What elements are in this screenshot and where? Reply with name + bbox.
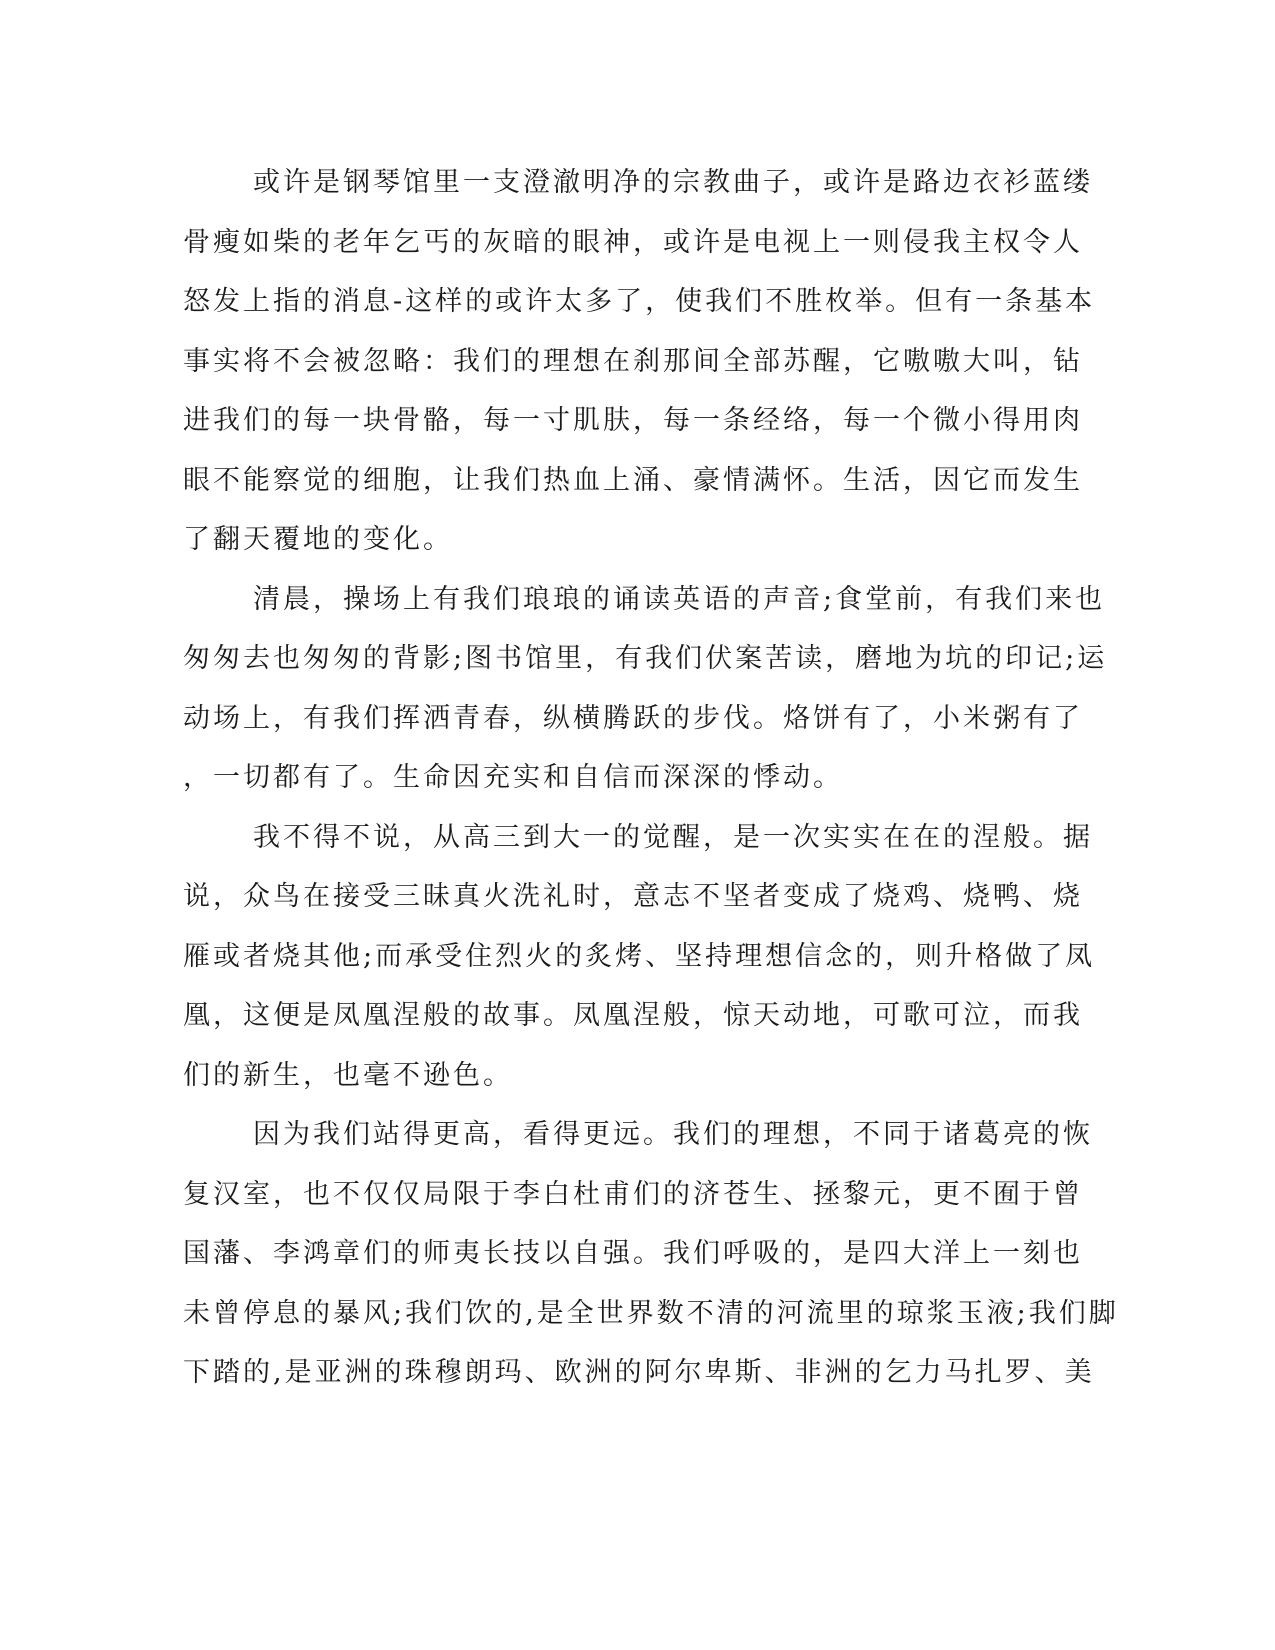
text-line: 骨瘦如柴的老年乞丐的灰暗的眼神，或许是电视上一则侵我主权令人 — [183, 226, 1083, 258]
text-line: 动场上，有我们挥洒青春，纵横腾跃的步伐。烙饼有了，小米粥有了 — [183, 702, 1083, 734]
text-line: 怒发上指的消息-这样的或许太多了，使我们不胜枚举。但有一条基本 — [183, 286, 1096, 317]
text-line: 们的新生，也毫不逊色。 — [183, 1059, 513, 1091]
text-line: 进我们的每一块骨骼，每一寸肌肤，每一条经络，每一个微小得用肉 — [183, 405, 1083, 436]
text-line: 我不得不说，从高三到大一的觉醒，是一次实实在在的涅般。据 — [253, 821, 1093, 853]
text-line: 说，众鸟在接受三昧真火洗礼时，意志不坚者变成了烧鸡、烧鸭、烧 — [183, 881, 1083, 912]
text-line: 匆匆去也匆匆的背影;图书馆里，有我们伏案苦读，磨地为坑的印记;运 — [183, 643, 1108, 674]
text-line: ，一切都有了。生命因充实和自信而深深的悸动。 — [183, 762, 843, 793]
text-line: 未曾停息的暴风;我们饮的,是全世界数不清的河流里的琼浆玉液;我们脚 — [183, 1297, 1119, 1329]
text-line: 国藩、李鸿章们的师夷长技以自强。我们呼吸的，是四大洋上一刻也 — [183, 1238, 1083, 1269]
text-line: 凰，这便是凤凰涅般的故事。凤凰涅般，惊天动地，可歌可泣，而我 — [183, 1000, 1083, 1031]
text-line: 或许是钢琴馆里一支澄澈明净的宗教曲子，或许是路边衣衫蓝缕 — [253, 167, 1093, 198]
text-line: 复汉室，也不仅仅局限于李白杜甫们的济苍生、拯黎元，更不囿于曾 — [183, 1178, 1083, 1210]
text-line: 了翻天覆地的变化。 — [183, 524, 453, 555]
text-line: 清晨，操场上有我们琅琅的诵读英语的声音;食堂前，有我们来也 — [253, 583, 1106, 615]
body-text — [183, 153, 1119, 1403]
text-line: 雁或者烧其他;而承受住烈火的炙烤、坚持理想信念的，则升格做了凤 — [183, 940, 1096, 972]
text-line: 事实将不会被忽略：我们的理想在刹那间全部苏醒，它嗷嗷大叫，钻 — [183, 345, 1083, 377]
text-line: 因为我们站得更高，看得更远。我们的理想，不同于诸葛亮的恢 — [253, 1119, 1093, 1150]
text-line: 下踏的,是亚洲的珠穆朗玛、欧洲的阿尔卑斯、非洲的乞力马扎罗、美 — [183, 1357, 1095, 1388]
text-line: 眼不能察觉的细胞，让我们热血上涌、豪情满怀。生活，因它而发生 — [183, 464, 1083, 496]
